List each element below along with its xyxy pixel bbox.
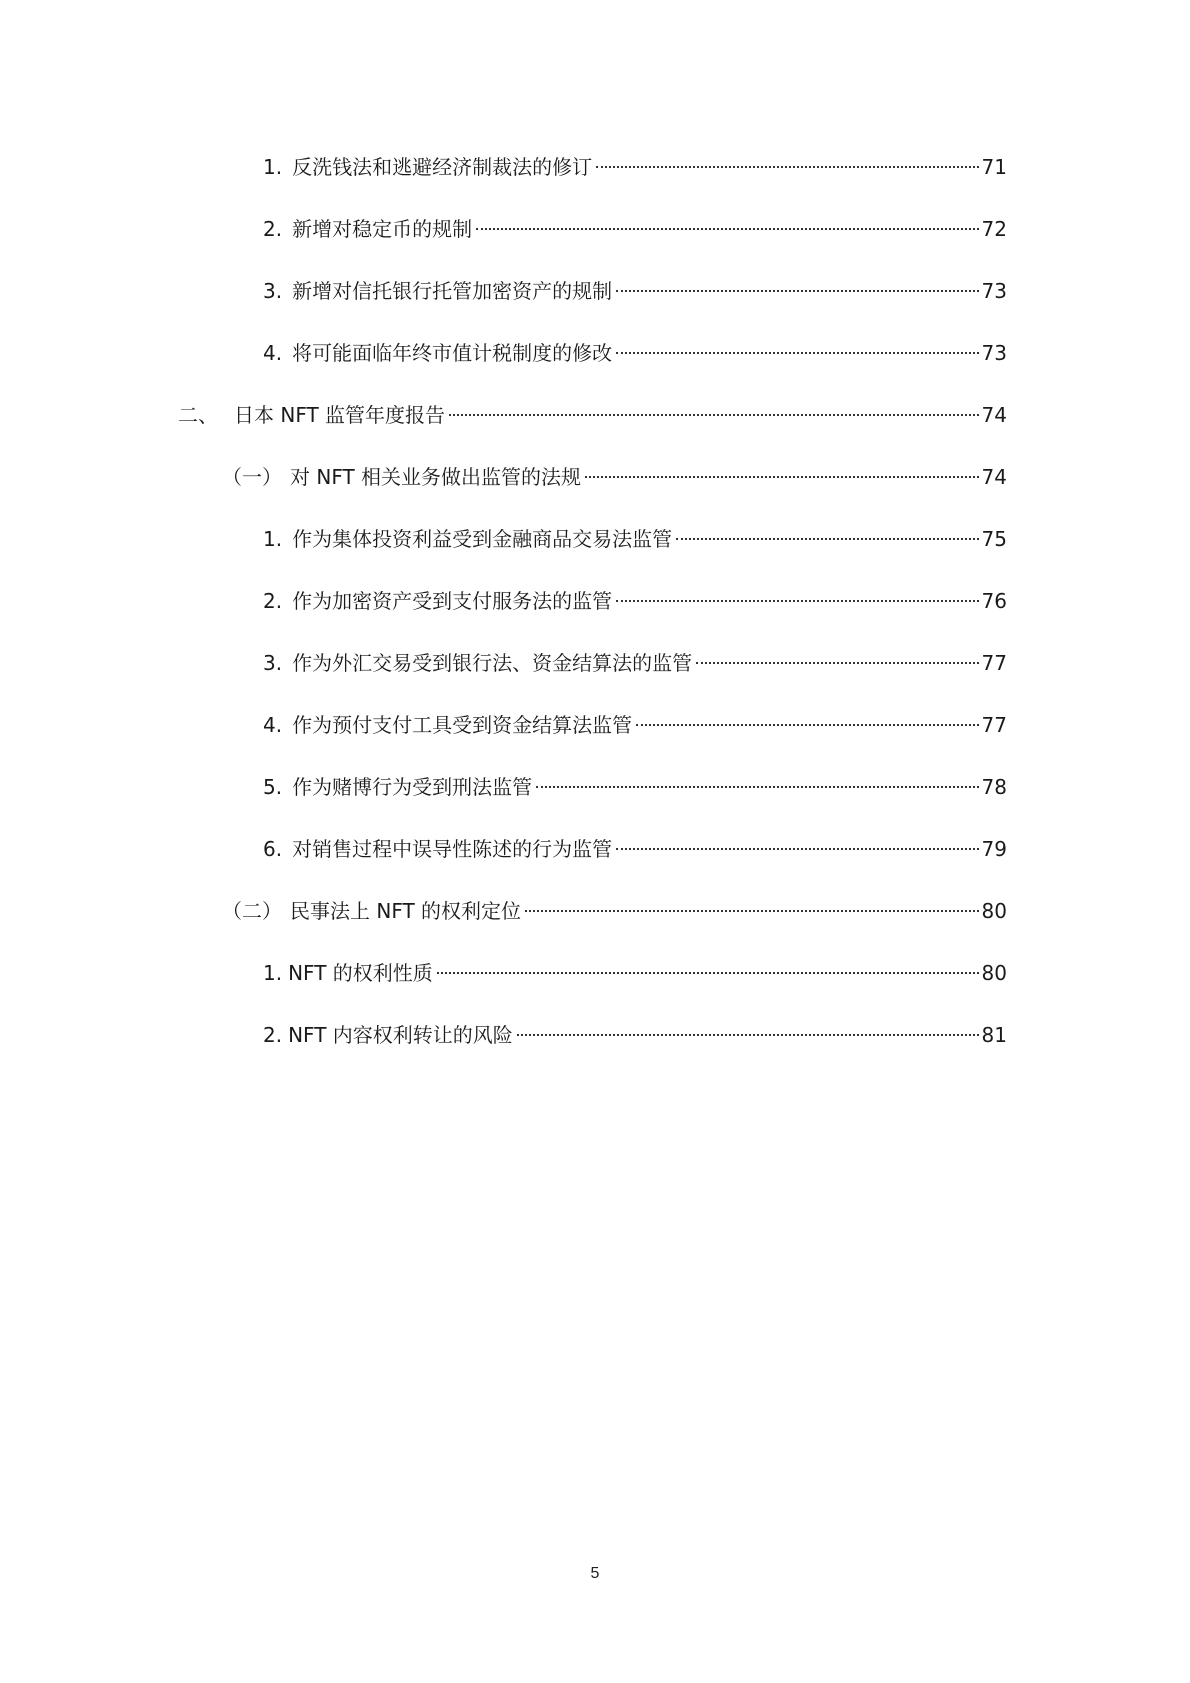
toc-entry-label <box>263 584 612 618</box>
toc-entry-title: 日本 NFT 监管年度报告 <box>234 403 446 427</box>
toc-entry-page: 74 <box>981 465 1007 489</box>
toc-entry-label <box>263 212 472 246</box>
toc-entry[interactable] <box>263 522 1007 556</box>
toc-entry[interactable] <box>263 584 1007 618</box>
toc-entry-label <box>263 708 632 742</box>
toc-entry[interactable] <box>263 212 1007 246</box>
toc-entry[interactable] <box>222 460 1007 494</box>
toc-entry-label <box>263 770 532 804</box>
toc-dot-leader <box>616 290 978 292</box>
toc-entry-number: 4. <box>263 713 283 737</box>
toc-dot-leader <box>596 166 978 168</box>
toc-entry-label <box>178 398 445 432</box>
toc-entry-title: NFT 内容权利转让的风险 <box>288 1023 513 1047</box>
toc-entry-number: 1. <box>263 527 283 551</box>
toc-entry-label <box>263 1018 513 1052</box>
toc-entry-page: 72 <box>981 217 1007 241</box>
toc-entry-label <box>263 522 672 556</box>
toc-entry-title: 作为外汇交易受到银行法、资金结算法的监管 <box>292 651 693 675</box>
toc-entry-page: 73 <box>981 279 1007 303</box>
toc-entry-page: 71 <box>981 155 1007 179</box>
toc-entry-label <box>222 894 521 928</box>
toc-entry-page: 80 <box>981 899 1007 923</box>
toc-entry[interactable] <box>178 398 1007 432</box>
toc-entry[interactable] <box>263 336 1007 370</box>
toc-entry-number: （二） <box>222 899 282 923</box>
toc-entry-label <box>263 150 592 184</box>
page-number: 5 <box>590 1565 600 1582</box>
toc-entry-number: 2. <box>263 1023 283 1047</box>
toc-entry-title: 新增对稳定币的规制 <box>292 217 473 241</box>
toc-entry-page: 77 <box>981 713 1007 737</box>
toc-entry[interactable] <box>263 832 1007 866</box>
toc-dot-leader <box>476 228 978 230</box>
toc-dot-leader <box>616 848 978 850</box>
toc-entry[interactable] <box>263 646 1007 680</box>
toc-entry-title: 新增对信托银行托管加密资产的规制 <box>292 279 613 303</box>
toc-dot-leader <box>676 538 978 540</box>
toc-dot-leader <box>536 786 978 788</box>
toc-entry-number: 6. <box>263 837 283 861</box>
toc-entry-title: NFT 的权利性质 <box>288 961 433 985</box>
toc-entry-number: 2. <box>263 589 283 613</box>
toc-entry[interactable] <box>263 956 1007 990</box>
toc-entry-title: 作为预付支付工具受到资金结算法监管 <box>292 713 633 737</box>
toc-entry-number: （一） <box>222 465 282 489</box>
toc-entry-title: 反洗钱法和逃避经济制裁法的修订 <box>292 155 593 179</box>
toc-entry-page: 81 <box>981 1023 1007 1047</box>
toc-entry[interactable] <box>263 150 1007 184</box>
toc-entry-number: 3. <box>263 279 283 303</box>
toc-entry-number: 1. <box>263 155 283 179</box>
toc-dot-leader <box>437 972 979 974</box>
toc-entry-label <box>263 646 692 680</box>
toc-entry-number: 1. <box>263 961 283 985</box>
toc-dot-leader <box>517 1034 979 1036</box>
toc-entry-title: 对销售过程中误导性陈述的行为监管 <box>292 837 613 861</box>
toc-dot-leader <box>636 724 978 726</box>
toc-entry-page: 77 <box>981 651 1007 675</box>
toc-dot-leader <box>616 352 978 354</box>
toc-entry-title: 作为集体投资利益受到金融商品交易法监管 <box>292 527 673 551</box>
toc-dot-leader <box>696 662 978 664</box>
toc-dot-leader <box>616 600 978 602</box>
toc-dot-leader <box>525 910 979 912</box>
toc-entry-label <box>263 956 433 990</box>
toc-entry-title: 作为加密资产受到支付服务法的监管 <box>292 589 613 613</box>
toc-entry-title: 对 NFT 相关业务做出监管的法规 <box>290 465 582 489</box>
toc-entry-number: 二、 <box>178 403 218 427</box>
toc-entry-page: 76 <box>981 589 1007 613</box>
toc-entry[interactable] <box>263 1018 1007 1052</box>
toc-entry-title: 作为赌博行为受到刑法监管 <box>292 775 533 799</box>
toc-entry-label <box>222 460 581 494</box>
toc-entry-number: 4. <box>263 341 283 365</box>
toc-entry-page: 75 <box>981 527 1007 551</box>
toc-entry[interactable] <box>222 894 1007 928</box>
toc-entry-number: 2. <box>263 217 283 241</box>
toc-entry[interactable] <box>263 770 1007 804</box>
toc-entry-title: 将可能面临年终市值计税制度的修改 <box>292 341 613 365</box>
toc-entry-number: 3. <box>263 651 283 675</box>
toc-entry-page: 78 <box>981 775 1007 799</box>
toc-entry-label <box>263 274 612 308</box>
toc-dot-leader <box>449 414 979 416</box>
toc-entry[interactable] <box>263 274 1007 308</box>
toc-entry-title: 民事法上 NFT 的权利定位 <box>290 899 522 923</box>
toc-entry-page: 79 <box>981 837 1007 861</box>
toc-entry[interactable] <box>263 708 1007 742</box>
toc-entry-page: 74 <box>981 403 1007 427</box>
toc-dot-leader <box>585 476 979 478</box>
toc-entry-label <box>263 336 612 370</box>
toc-entry-page: 73 <box>981 341 1007 365</box>
toc-entry-label <box>263 832 612 866</box>
toc-entry-number: 5. <box>263 775 283 799</box>
toc-entry-page: 80 <box>981 961 1007 985</box>
